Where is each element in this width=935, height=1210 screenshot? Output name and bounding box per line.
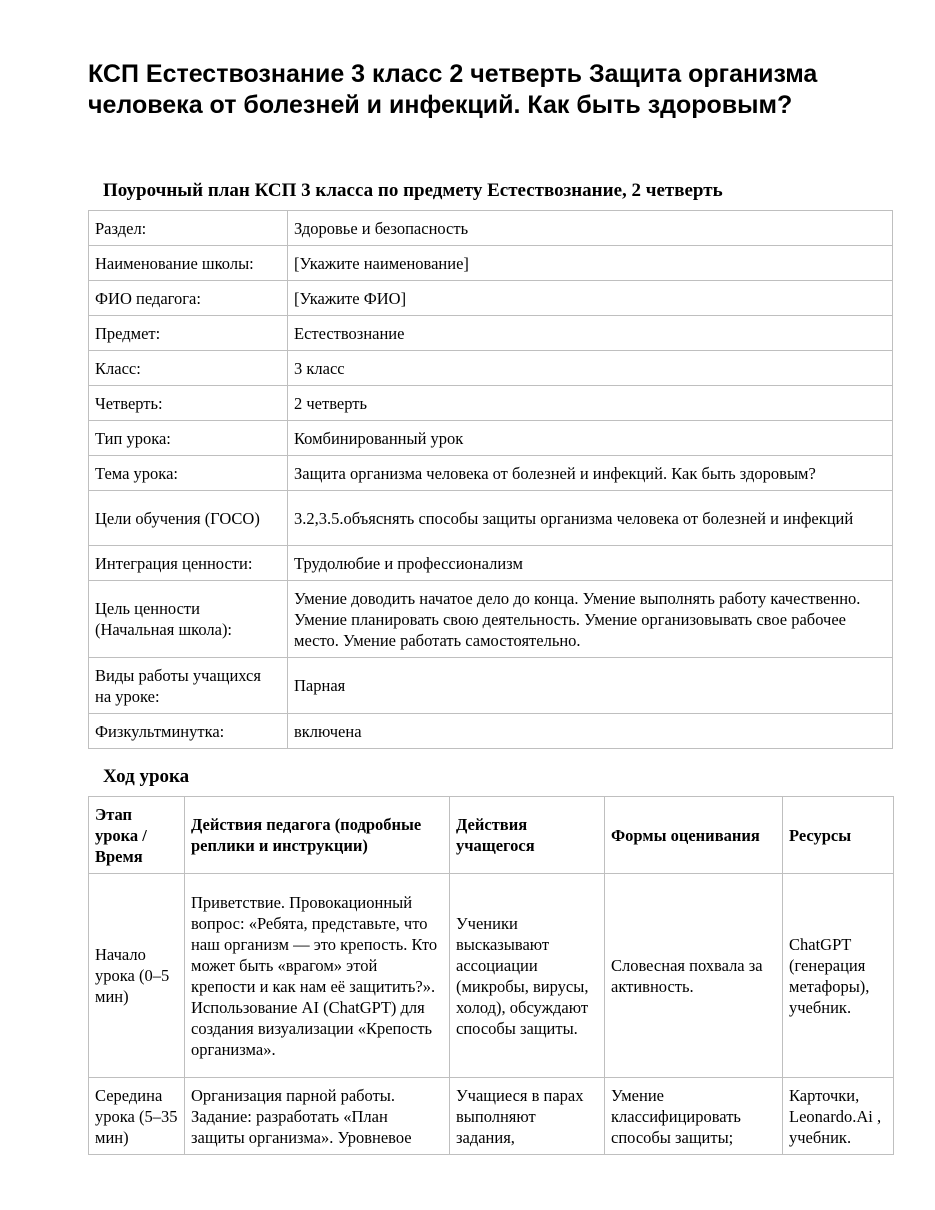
column-header: Формы оценивания xyxy=(605,797,783,874)
info-row xyxy=(89,351,893,386)
info-value: [Укажите ФИО] xyxy=(288,281,893,316)
info-value: Защита организма человека от болезней и инфекций. Как быть здоровым? xyxy=(288,456,893,491)
info-row xyxy=(89,421,893,456)
info-label: Наименование школы: xyxy=(89,246,288,281)
info-row xyxy=(89,386,893,421)
info-label: Четверть: xyxy=(89,386,288,421)
lesson-info-table xyxy=(88,210,893,749)
info-row xyxy=(89,211,893,246)
lesson-cell-stage: Начало урока (0–5 мин) xyxy=(89,874,185,1078)
lesson-cell-student: Ученики высказывают ассоциации (микробы, вирусы, холод), обсуждают способы защиты. xyxy=(450,874,605,1078)
info-label: Тема урока: xyxy=(89,456,288,491)
lesson-row xyxy=(89,874,894,1078)
info-row xyxy=(89,491,893,546)
column-header: Действия педагога (подробные реплики и инструкции) xyxy=(185,797,450,874)
info-value: 3.2,3.5.объяснять способы защиты организма человека от болезней и инфекций xyxy=(288,491,893,546)
info-label: ФИО педагога: xyxy=(89,281,288,316)
info-value: Комбинированный урок xyxy=(288,421,893,456)
info-label: Класс: xyxy=(89,351,288,386)
column-header: Действия учащегося xyxy=(450,797,605,874)
info-row xyxy=(89,658,893,714)
lesson-flow-heading: Ход урока xyxy=(103,766,190,787)
lesson-cell-assessment: Умение классифицировать способы защиты; xyxy=(605,1078,783,1155)
info-row xyxy=(89,246,893,281)
info-value: 2 четверть xyxy=(288,386,893,421)
info-label: Физкультминутка: xyxy=(89,714,288,749)
lesson-cell-teacher: Организация парной работы. Задание: разработать «План защиты организма». Уровневое xyxy=(185,1078,450,1155)
info-label: Цели обучения (ГОСО) xyxy=(89,491,288,546)
lesson-cell-student: Учащиеся в парах выполняют задания, xyxy=(450,1078,605,1155)
column-header: Ресурсы xyxy=(783,797,894,874)
info-value: [Укажите наименование] xyxy=(288,246,893,281)
info-value: 3 класс xyxy=(288,351,893,386)
lesson-cell-resources: Карточки, Leonardo.Ai , учебник. xyxy=(783,1078,894,1155)
lesson-cell-teacher: Приветствие. Провокационный вопрос: «Ребята, представьте, что наш организм — это крепость. Кто может быть «врагом» этой крепости и как нам её защитить?». Использование AI (ChatGPT) для создания визуализации «Крепость организма». xyxy=(185,874,450,1078)
info-value: Естествознание xyxy=(288,316,893,351)
info-label: Цель ценности (Начальная школа): xyxy=(89,581,288,658)
info-label: Тип урока: xyxy=(89,421,288,456)
info-row xyxy=(89,316,893,351)
document-title: КСП Естествознание 3 класс 2 четверть Защита организма человека от болезней и инфекций. Как быть здоровым? xyxy=(88,60,818,119)
plan-heading: Поурочный план КСП 3 класса по предмету Естествознание, 2 четверть xyxy=(103,180,723,201)
info-label: Предмет: xyxy=(89,316,288,351)
lesson-row xyxy=(89,1078,894,1155)
info-value: включена xyxy=(288,714,893,749)
info-row xyxy=(89,456,893,491)
info-row xyxy=(89,581,893,658)
info-row xyxy=(89,281,893,316)
info-value: Трудолюбие и профессионализм xyxy=(288,546,893,581)
lesson-cell-assessment: Словесная похвала за активность. xyxy=(605,874,783,1078)
info-value: Умение доводить начатое дело до конца. Умение выполнять работу качественно. Умение планировать свою деятельность. Умение организовывать свое рабочее место. Умение работать самостоятельно. xyxy=(288,581,893,658)
info-label: Виды работы учащихся на уроке: xyxy=(89,658,288,714)
info-label: Раздел: xyxy=(89,211,288,246)
info-value: Парная xyxy=(288,658,893,714)
info-value: Здоровье и безопасность xyxy=(288,211,893,246)
lesson-flow-table xyxy=(88,796,894,1155)
info-row xyxy=(89,714,893,749)
info-label: Интеграция ценности: xyxy=(89,546,288,581)
lesson-cell-resources: ChatGPT (генерация метафоры), учебник. xyxy=(783,874,894,1078)
info-row xyxy=(89,546,893,581)
lesson-cell-stage: Середина урока (5–35 мин) xyxy=(89,1078,185,1155)
column-header: Этап урока / Время xyxy=(89,797,185,874)
